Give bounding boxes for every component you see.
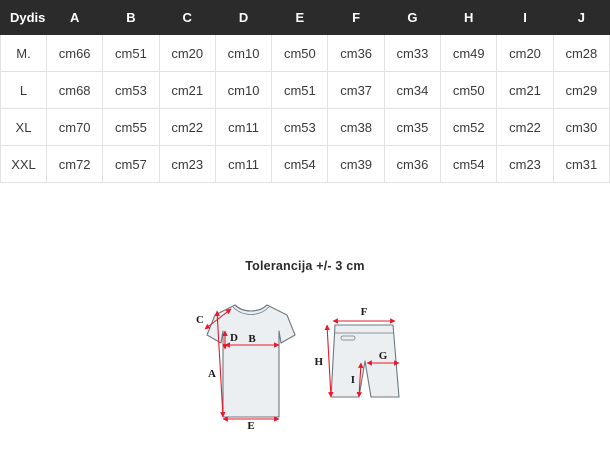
column-header-dydis: Dydis	[1, 1, 47, 35]
cell-c: cm21	[159, 72, 215, 109]
column-header-a: A	[47, 1, 103, 35]
cell-e: cm51	[272, 72, 328, 109]
column-header-j: J	[553, 1, 609, 35]
table-row	[1, 35, 610, 72]
cell-d: cm11	[215, 146, 271, 183]
table-row	[1, 146, 610, 183]
column-header-b: B	[103, 1, 159, 35]
size-label: XXL	[1, 146, 47, 183]
cell-a: cm72	[47, 146, 103, 183]
column-header-g: G	[384, 1, 440, 35]
column-header-f: F	[328, 1, 384, 35]
column-header-c: C	[159, 1, 215, 35]
table-row	[1, 72, 610, 109]
cell-h: cm52	[441, 109, 497, 146]
cell-b: cm57	[103, 146, 159, 183]
cell-e: cm53	[272, 109, 328, 146]
table-header	[1, 1, 610, 35]
label-e: E	[247, 420, 255, 432]
cell-j: cm30	[553, 109, 609, 146]
table-header-row	[1, 1, 610, 35]
cell-d: cm10	[215, 35, 271, 72]
cell-h: cm49	[441, 35, 497, 72]
column-header-i: I	[497, 1, 553, 35]
cell-f: cm39	[328, 146, 384, 183]
cell-h: cm50	[441, 72, 497, 109]
cell-g: cm35	[384, 109, 440, 146]
label-c: C	[196, 314, 204, 326]
size-label: L	[1, 72, 47, 109]
table-row	[1, 109, 610, 146]
size-table	[0, 0, 610, 183]
cell-c: cm22	[159, 109, 215, 146]
tolerance-note: Tolerancija +/- 3 cm	[245, 259, 365, 273]
label-d: D	[230, 332, 238, 344]
cell-h: cm54	[441, 146, 497, 183]
column-header-h: H	[441, 1, 497, 35]
cell-c: cm23	[159, 146, 215, 183]
size-label: XL	[1, 109, 47, 146]
cell-c: cm20	[159, 35, 215, 72]
cell-f: cm36	[328, 35, 384, 72]
cell-j: cm31	[553, 146, 609, 183]
cell-j: cm29	[553, 72, 609, 109]
measurement-diagram	[0, 287, 610, 447]
cell-i: cm21	[497, 72, 553, 109]
cell-i: cm23	[497, 146, 553, 183]
cell-d: cm10	[215, 72, 271, 109]
label-f: F	[360, 306, 368, 318]
size-label: M.	[1, 35, 47, 72]
column-header-d: D	[215, 1, 271, 35]
cell-g: cm34	[384, 72, 440, 109]
table-body	[1, 35, 610, 183]
label-b: B	[248, 333, 256, 345]
label-a: A	[208, 368, 216, 380]
label-g: G	[378, 350, 388, 362]
cell-f: cm37	[328, 72, 384, 109]
column-header-e: E	[272, 1, 328, 35]
cell-b: cm53	[103, 72, 159, 109]
label-h: H	[314, 356, 323, 368]
cell-a: cm70	[47, 109, 103, 146]
cell-b: cm55	[103, 109, 159, 146]
garments-illustration	[155, 287, 455, 447]
cell-e: cm54	[272, 146, 328, 183]
cell-f: cm38	[328, 109, 384, 146]
cell-i: cm22	[497, 109, 553, 146]
shorts-shape	[331, 325, 399, 397]
cell-b: cm51	[103, 35, 159, 72]
cell-a: cm68	[47, 72, 103, 109]
cell-j: cm28	[553, 35, 609, 72]
cell-i: cm20	[497, 35, 553, 72]
cell-g: cm33	[384, 35, 440, 72]
label-i: I	[350, 374, 355, 386]
cell-g: cm36	[384, 146, 440, 183]
cell-d: cm11	[215, 109, 271, 146]
cell-e: cm50	[272, 35, 328, 72]
cell-a: cm66	[47, 35, 103, 72]
